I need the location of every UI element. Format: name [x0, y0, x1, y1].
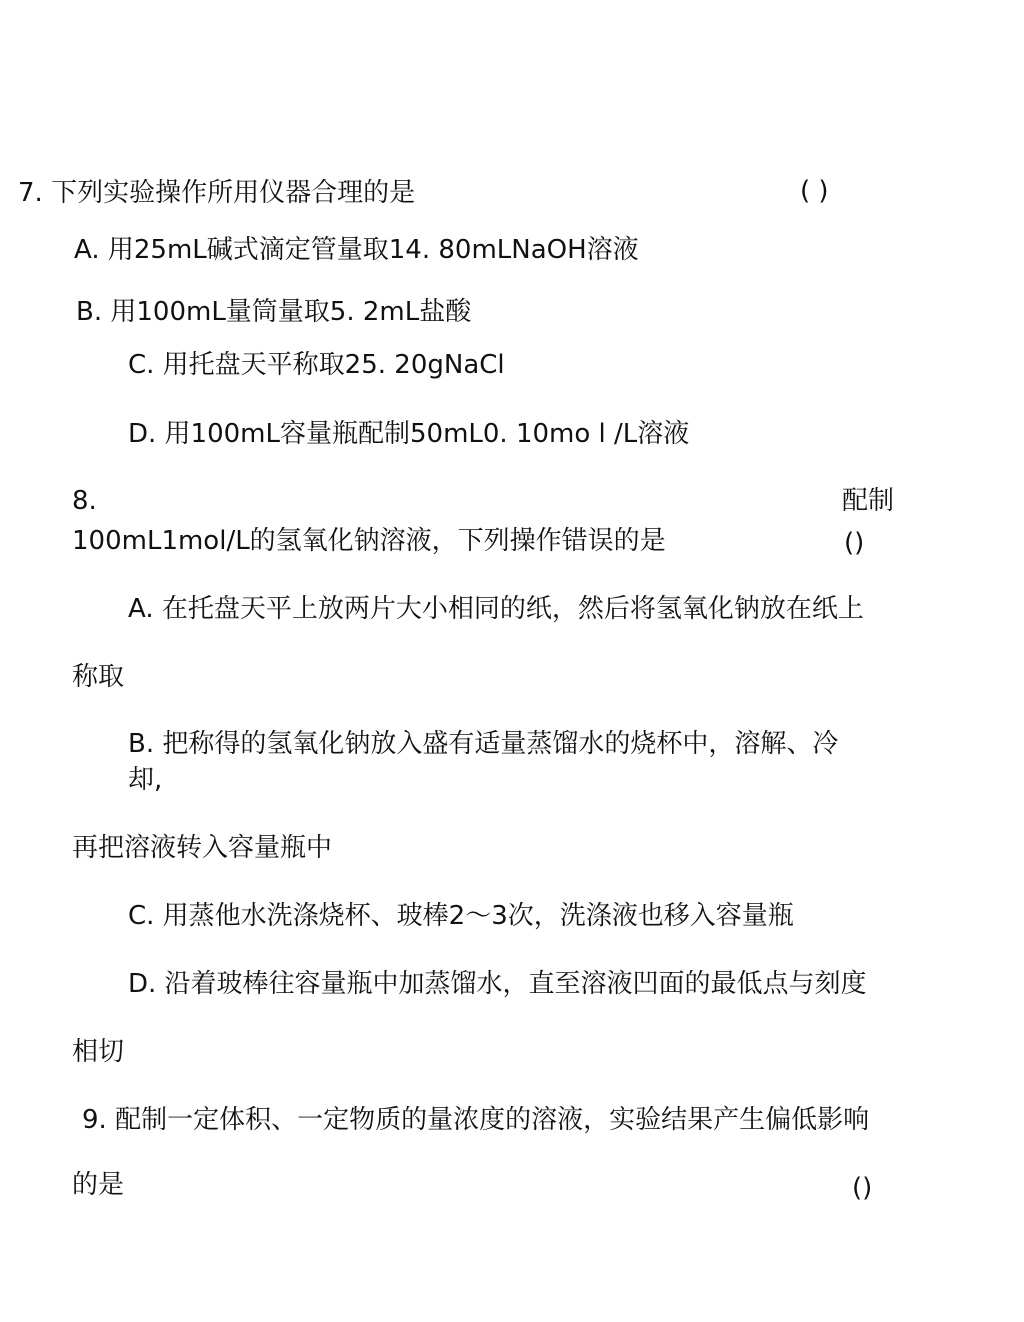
q8-option-d-line1: D. 沿着玻棒往容量瓶中加蒸馏水，直至溶液凹面的最低点与刻度	[128, 969, 867, 999]
q9-answer-paren: ()	[852, 1173, 873, 1203]
q8-option-a-line2: 称取	[72, 662, 125, 692]
q8-option-c: C. 用蒸他水洗涤烧杯、玻棒2～3次，洗涤液也移入容量瓶	[128, 901, 794, 931]
q8-stem: 100mL1mol/L的氢氧化钠溶液，下列操作错误的是	[72, 526, 666, 556]
q7-answer-paren: ( )	[800, 176, 829, 206]
q7-stem: 7. 下列实验操作所用仪器合理的是	[18, 178, 416, 208]
q8-option-b-line3: 再把溶液转入容量瓶中	[72, 833, 333, 863]
q8-number: 8.	[72, 486, 97, 516]
q8-option-b-line2: 却,	[128, 765, 163, 795]
q8-option-b-line1: B. 把称得的氢氧化钠放入盛有适量蒸馏水的烧杯中，溶解、冷	[128, 729, 839, 759]
q9-stem-line2: 的是	[72, 1170, 125, 1200]
q7-option-a: A. 用25mL碱式滴定管量取14. 80mLNaOH溶液	[74, 235, 639, 265]
q8-answer-paren: ()	[844, 528, 865, 558]
q9-stem-line1: 9. 配制一定体积、一定物质的量浓度的溶液，实验结果产生偏低影响	[82, 1105, 870, 1135]
q8-option-a-line1: A. 在托盘天平上放两片大小相同的纸，然后将氢氧化钠放在纸上	[128, 594, 864, 624]
q8-option-d-line2: 相切	[72, 1037, 125, 1067]
q7-option-b: B. 用100mL量筒量取5. 2mL盐酸	[76, 297, 472, 327]
q8-stem-right: 配制	[842, 486, 895, 516]
q7-option-d: D. 用100mL容量瓶配制50mL0. 10mo l /L溶液	[128, 419, 690, 449]
q7-option-c: C. 用托盘天平称取25. 20gNaCl	[128, 350, 505, 380]
